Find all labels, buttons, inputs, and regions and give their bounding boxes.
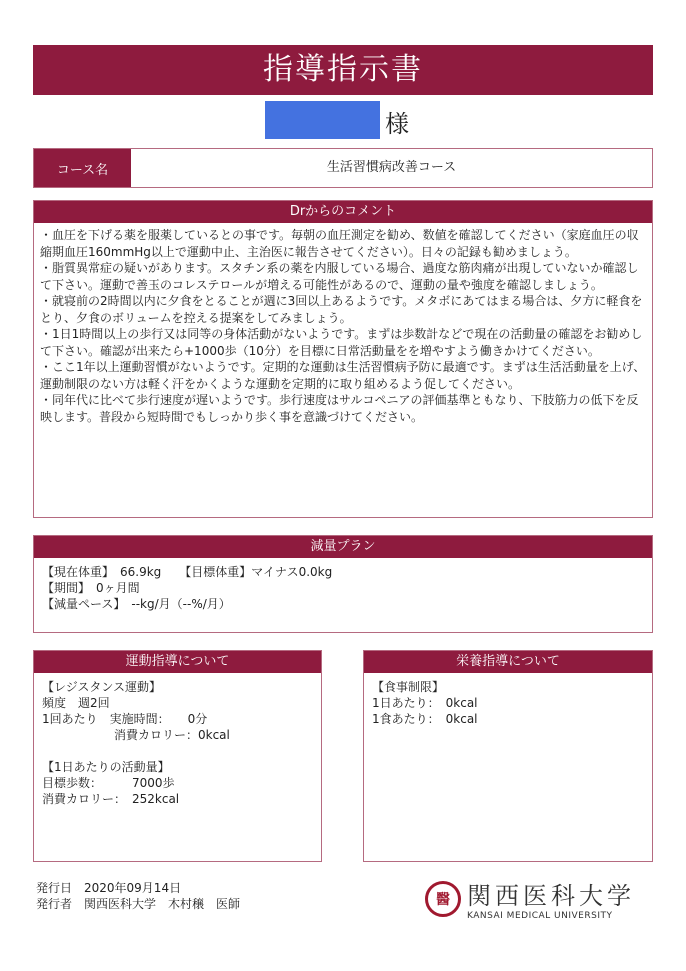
honorific: 様: [385, 110, 409, 138]
comment-paragraph: ・血圧を下げる薬を服薬しているとの事です。毎朝の血圧測定を勧め、数値を確認してください（家庭血圧の収縮期血圧160mmHg以上で運動中止、主治医に報告させてください）。日々の記録も勧めましょう。: [40, 228, 639, 259]
exercise-text: 【レジスタンス運動】 頻度 週2回 1回あたり 実施時間： 0分 消費カロリー：0kcal 【1日あたりの活動量】 目標歩数： 7000歩 消費カロリー： 252kcal: [42, 680, 230, 806]
course-label: コース名: [34, 149, 131, 187]
comment-paragraph: ・就寝前の2時間以内に夕食をとることが週に3回以上あるようです。メタボにあてはまる場合は、夕方に軽食をとり、夕食のボリュームを控える提案をしてみましょう。: [40, 294, 643, 325]
page-title: 指導指示書: [33, 45, 653, 95]
course-value: 生活習慣病改善コース: [326, 160, 457, 175]
university-emblem-icon: 醫: [425, 881, 461, 917]
comment-paragraph: ・同年代に比べて歩行速度が遅いようです。歩行速度はサルコペニアの評価基準ともなり、下肢筋力の低下を反映します。普段から短時間でもしっかり歩く事を意識づけてください。: [40, 393, 639, 424]
nutrition-header: 栄養指導について: [364, 651, 652, 673]
comment-body: [34, 223, 652, 429]
logo-en: KANSAI MEDICAL UNIVERSITY: [467, 911, 613, 921]
logo-jp: 関西医科大学: [467, 882, 635, 910]
nutrition-guidance-section: [363, 650, 653, 862]
redacted-patient-name: [265, 101, 380, 139]
plan-text: 【現在体重】 66.9kg 【目標体重】マイナス0.0kg 【期間】 0ヶ月間 【減量ペース】 --kg/月（--%/月）: [42, 565, 333, 611]
comment-paragraph: ・脂質異常症の疑いがあります。スタチン系の薬を内服している場合、過度な筋肉痛が出現していないか確認して下さい。運動で善玉のコレステロールが増える可能性があるので、運動の量や強度を確認しましょう。: [40, 261, 639, 292]
exercise-guidance-section: [33, 650, 322, 862]
doctor-comment-section: [33, 200, 653, 518]
nutrition-text: 【食事制限】 1日あたり： 0kcal 1食あたり： 0kcal: [372, 680, 478, 726]
comment-header: Drからのコメント: [34, 201, 652, 223]
plan-header: 減量プラン: [34, 536, 652, 558]
comment-paragraph: ・ここ1年以上運動習慣がないようです。定期的な運動は生活習慣病予防に最適です。まずは生活活動量を上げ、運動制限のない方は軽く汗をかくような運動を定期的に取り組めるよう促してください。: [40, 360, 646, 391]
exercise-header: 運動指導について: [34, 651, 321, 673]
comment-paragraph: ・1日1時間以上の歩行又は同等の身体活動がないようです。まずは歩数計などで現在の活動量の確認をお勧めして下さい。確認が出来たら+1000歩（10分）を目標に日常活動量をを増やすよう働きかけてください。: [40, 327, 643, 358]
university-logo: [425, 876, 635, 921]
issue-info: 発行日 2020年09月14日 発行者 関西医科大学 木村穣 医師: [36, 881, 241, 911]
course-row: [33, 148, 653, 188]
weight-loss-plan-section: [33, 535, 653, 633]
